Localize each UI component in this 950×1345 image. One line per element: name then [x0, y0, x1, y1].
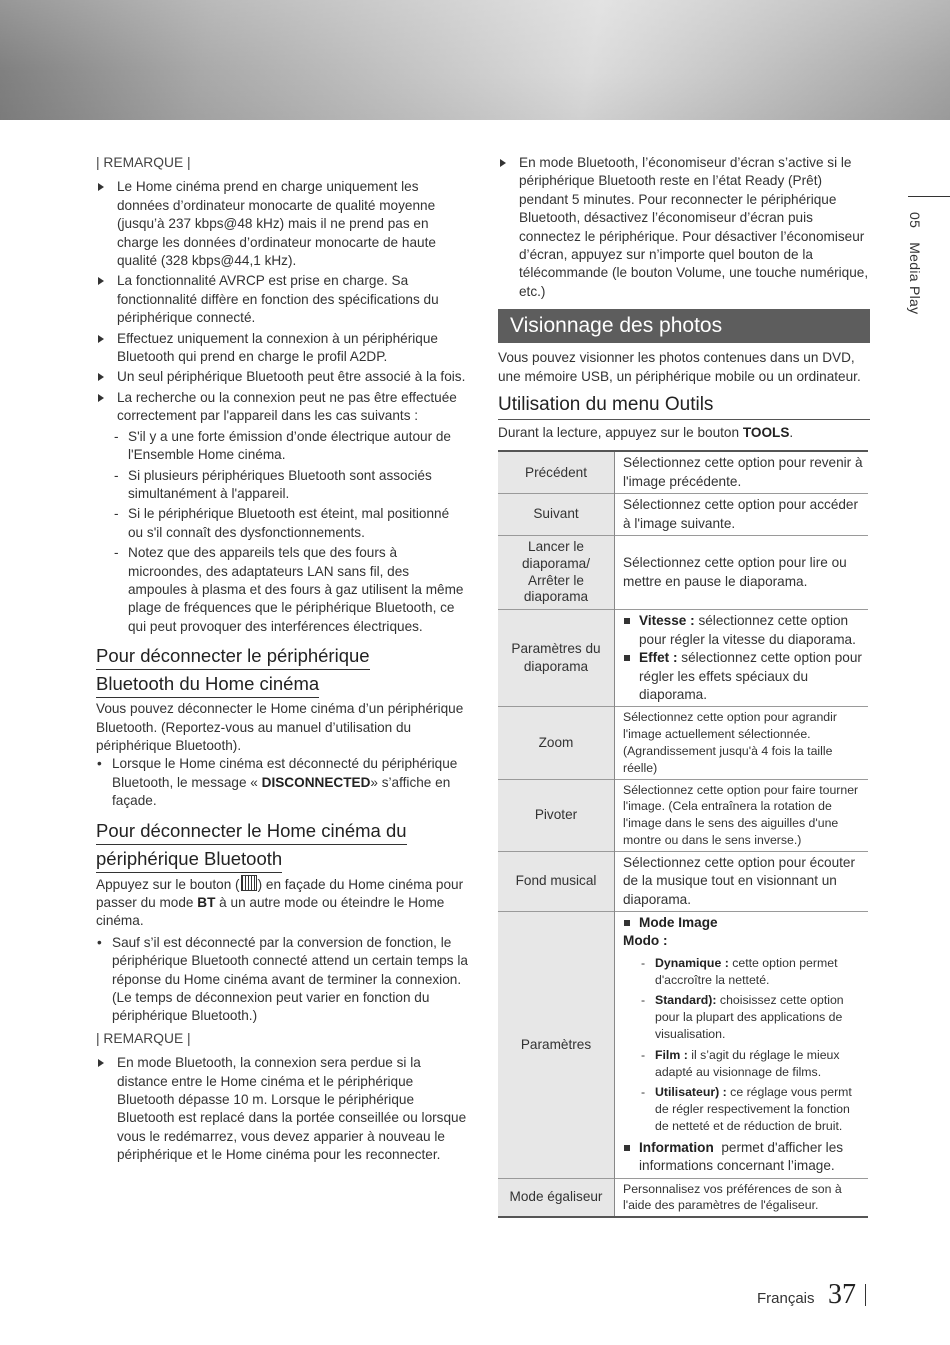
list-item: Un seul périphérique Bluetooth peut être associé à la fois.	[96, 368, 468, 386]
paragraph	[498, 424, 870, 442]
sub-list-item: - Notez que des appareils tels que des fours à microondes, des adaptateurs LAN sans fil, des ampoules à plasma et des fours à gaz utilisent la même plage de fréquences que le périphérique Bluetooth, ce qui peut provoquer des interférences électriques.	[96, 544, 468, 636]
function-button-icon	[241, 875, 257, 891]
row-key: Lancer le diaporama/ Arrêter le diaporama	[498, 536, 615, 610]
option-item	[623, 914, 864, 932]
paragraph: Vous pouvez visionner les photos contenues dans un DVD, une mémoire USB, un périphérique mobile ou un ordinateur.	[498, 350, 861, 384]
row-key: Pivoter	[498, 779, 615, 851]
left-column	[96, 154, 468, 1167]
option-label: Mode Image	[639, 914, 718, 930]
option-label: Vitesse :	[639, 613, 695, 629]
mode-label: Film :	[655, 1047, 688, 1062]
page-number: 37	[828, 1279, 856, 1310]
table-row	[498, 911, 868, 1178]
option-item	[623, 612, 864, 649]
list-item: En mode Bluetooth, l’économiseur d’écran s’active si le périphérique Bluetooth reste en l’état Ready (Prêt) pendant 5 minutes. Pour reconnecter le périphérique Bluetooth, désactivez l’économiseur d’écran puis connectez le périphérique. Pour désactiver l’économiseur d’écran, appuyez sur n’importe quel bouton de la télécommande (le bouton Volume, une touche numérique, etc.)	[498, 154, 870, 301]
row-key: Mode égaliseur	[498, 1178, 615, 1217]
mode-item	[623, 955, 864, 989]
text: » s’affiche en façade.	[112, 774, 451, 809]
sub-list-item: - Si plusieurs périphériques Bluetooth sont associés simultanément à l'appareil.	[96, 467, 468, 504]
row-value: Sélectionnez cette option pour accéder à l'image suivante.	[615, 494, 869, 536]
list-item: Effectuez uniquement la connexion à un périphérique Bluetooth qui prend en charge le profil A2DP.	[96, 330, 468, 367]
table-row	[498, 1178, 868, 1217]
row-value: Sélectionnez cette option pour faire tourner l'image. (Cela entraînera la rotation de l'image dans le sens des aiguilles d'une montre ou dans le sens inverse.)	[615, 779, 869, 851]
text: Durant la lecture, appuyez sur le bouton	[498, 425, 740, 441]
table-row	[498, 779, 868, 851]
row-key: Fond musical	[498, 851, 615, 911]
text: Lorsque le Home cinéma est déconnecté du périphérique Bluetooth, le message «	[112, 756, 458, 790]
mode-text: il s’agit du réglage le mieux adapté au visionnage de films.	[655, 1047, 840, 1079]
bullet-item: • Sauf s’il est déconnecté par la conversion de fonction, le périphérique Bluetooth connecté attend un certain temps la réponse du Home cinéma avant de terminer la connexion. (Le temps de déconnexion peut varier en fonction du périphérique Bluetooth.)	[96, 934, 468, 1026]
section-heading-disconnect-device	[96, 642, 468, 698]
row-value: Sélectionnez cette option pour écouter de la musique tout en visionnant un diaporama.	[615, 851, 869, 911]
row-value: Personnalisez vos préférences de son à l'aide des paramètres de l'égaliseur.	[615, 1178, 869, 1217]
heading-line: Bluetooth du Home cinéma	[96, 670, 319, 698]
tools-label: TOOLS	[742, 425, 790, 441]
display-message: DISCONNECTED	[261, 774, 371, 790]
footer-language: Français	[757, 1290, 815, 1307]
bullet-item	[96, 755, 468, 810]
heading-line: Pour déconnecter le périphérique	[96, 642, 370, 670]
section-heading-disconnect-home-cinema	[96, 817, 468, 873]
row-value	[615, 911, 869, 1178]
row-value	[615, 610, 869, 707]
mode-label: Dynamique :	[655, 955, 729, 970]
option-label: Information	[639, 1139, 714, 1155]
mode-label: Utilisateur) :	[655, 1085, 727, 1100]
list-item: Le Home cinéma prend en charge uniquement les données d’ordinateur monocarte de qualité moyenne (jusqu’à 237 kbps@48 kHz) mais il ne prend pas en charge les données d’ordinateur monocarte de haute qualité (328 kbps@44,1 kHz).	[96, 178, 468, 270]
mode-label: BT	[197, 895, 216, 910]
row-key: Suivant	[498, 494, 615, 536]
option-label: Modo :	[623, 933, 668, 949]
text: .	[789, 425, 794, 441]
text: Appuyez sur le bouton (	[96, 876, 240, 892]
banner-shine	[0, 0, 950, 120]
sub-list-item: - S'il y a une forte émission d’onde électrique autour de l'Ensemble Home cinéma.	[96, 428, 468, 465]
mode-text: choisissez cette option pour la plupart des applications de visualisation.	[655, 993, 844, 1041]
section-title-band: Visionnage des photos	[498, 309, 870, 343]
paragraph	[96, 875, 468, 931]
row-key: Zoom	[498, 707, 615, 779]
subheading: Utilisation du menu Outils	[498, 392, 870, 420]
table-row	[498, 851, 868, 911]
modo-label	[623, 932, 864, 950]
row-value: Sélectionnez cette option pour agrandir l'image actuellement sélectionnée. (Agrandissement jusqu'à 4 fois la taille réelle)	[615, 707, 869, 779]
mode-text: cette option permet d'accroître la netteté.	[655, 955, 838, 987]
remark-heading: | REMARQUE |	[96, 155, 191, 170]
text: à un autre mode ou éteindre le Home cinéma.	[96, 895, 445, 929]
mode-item	[623, 1084, 864, 1134]
side-tab-rule	[908, 196, 950, 197]
remark-heading: | REMARQUE |	[96, 1030, 191, 1046]
table-row	[498, 494, 868, 536]
tools-table	[498, 450, 868, 1218]
mode-text: ce réglage vous permt de régler respectivement la fonction de netteté et de réduction de bruit.	[655, 1085, 852, 1133]
option-text: permet d'afficher les informations concernant l’image.	[639, 1139, 844, 1174]
header-banner	[0, 0, 950, 120]
list-item: En mode Bluetooth, la connexion sera perdue si la distance entre le Home cinéma et le périphérique Bluetooth dépasse 10 m. Lorsque le périphérique Bluetooth est replacé dans la portée conseillée ou lorsque vous le redémarrez, vous devez apparier à nouveau le périphérique et le Home cinéma pour les reconnecter.	[96, 1054, 468, 1164]
list-item: La fonctionnalité AVRCP est prise en charge. Sa fonctionnalité diffère en fonction des spécifications du périphérique connecté.	[96, 272, 468, 327]
heading-line: Pour déconnecter le Home cinéma du	[96, 817, 407, 845]
list-item: La recherche ou la connexion peut ne pas être effectuée correctement par l'appareil dans les cas suivants :	[96, 389, 468, 426]
right-column	[498, 154, 870, 1218]
option-item	[623, 649, 864, 704]
row-key: Paramètres	[498, 911, 615, 1178]
sub-list-item: - Si le périphérique Bluetooth est éteint, mal positionné ou s'il connaît des dysfonctionnements.	[96, 505, 468, 542]
table-row	[498, 536, 868, 610]
row-key: Précédent	[498, 451, 615, 493]
paragraph: Vous pouvez déconnecter le Home cinéma d’un périphérique Bluetooth. (Reportez-vous au manuel d’utilisation du périphérique Bluetooth).	[96, 701, 464, 753]
option-text: sélectionnez cette option pour régler les effets spéciaux du diaporama.	[639, 650, 862, 702]
heading-line: périphérique Bluetooth	[96, 845, 282, 873]
table-row	[498, 610, 868, 707]
mode-item	[623, 992, 864, 1042]
footer-divider	[865, 1284, 866, 1306]
mode-label: Standard):	[655, 993, 717, 1008]
row-value: Sélectionnez cette option pour revenir à l'image précédente.	[615, 451, 869, 493]
option-label: Effet :	[639, 650, 678, 666]
table-row	[498, 451, 868, 493]
text: ) en façade du Home cinéma pour passer du mode	[96, 876, 464, 910]
table-row	[498, 707, 868, 779]
row-value: Sélectionnez cette option pour lire ou mettre en pause le diaporama.	[615, 536, 869, 610]
chapter-label: Media Play	[907, 242, 923, 315]
chapter-number: 05	[907, 212, 923, 229]
side-tab	[904, 212, 924, 315]
option-item	[623, 1139, 864, 1176]
option-text: sélectionnez cette option pour régler la vitesse du diaporama.	[639, 613, 856, 647]
row-key: Paramètres du diaporama	[498, 610, 615, 707]
mode-item	[623, 1047, 864, 1081]
